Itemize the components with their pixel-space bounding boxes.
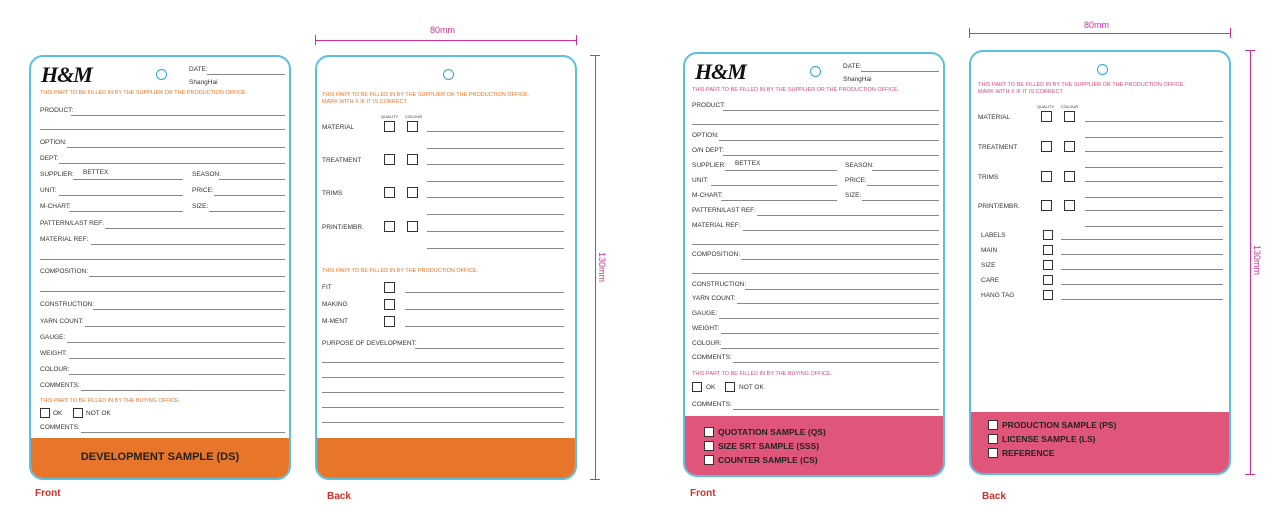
caption-back-1: Back	[327, 491, 351, 502]
field-colour: COLOUR:	[40, 366, 70, 373]
field-season: SEASON:	[192, 171, 221, 178]
field-price: PRICE:	[845, 177, 867, 184]
caption-front-2: Front	[690, 488, 716, 499]
row-trims: TRIMS	[978, 174, 999, 181]
not-ok-label: NOT OK	[739, 384, 764, 391]
tag-hole-icon	[156, 69, 167, 80]
field-comments: COMMENTS:	[692, 354, 732, 361]
row-size: SIZE	[981, 262, 996, 269]
field-pattern: PATTERN/LAST REF:	[40, 220, 104, 227]
row-trims: TRIMS	[322, 190, 343, 197]
field-product: PRODUCT:	[40, 107, 74, 114]
field-weight: WEIGHT:	[40, 350, 68, 357]
field-composition: COMPOSITION:	[40, 268, 89, 275]
field-product: PRODUCT:	[692, 102, 726, 109]
field-supplier: SUPPLIER:	[692, 162, 726, 169]
tag-hole-icon	[810, 66, 821, 77]
caption-back-2: Back	[982, 491, 1006, 502]
comments-label: COMMENTS:	[692, 401, 732, 408]
row-care: CARE	[981, 277, 1000, 284]
dim-height-2: 130mm	[1252, 245, 1262, 276]
tag-hole-icon	[443, 69, 454, 80]
front-tag-samples	[683, 52, 945, 477]
row-treatment: TREATMENT	[322, 157, 362, 164]
field-yarn-count: YARN COUNT:	[40, 318, 84, 325]
footer-back-ds	[317, 438, 575, 478]
field-material-ref: MATERIAL REF:	[40, 236, 89, 243]
buying-office-note: THIS PART TO BE FILLED IN BY THE BUYING OFFICE.	[692, 371, 833, 377]
row-treatment: TREATMENT	[978, 144, 1018, 151]
sss-label: SIZE SRT SAMPLE (SSS)	[718, 441, 820, 451]
field-composition: COMPOSITION:	[692, 251, 741, 258]
field-unit: UNIT:	[692, 177, 709, 184]
ok-checkbox[interactable]	[40, 408, 50, 418]
hm-logo: H&M	[695, 59, 746, 84]
hm-logo: H&M	[41, 62, 92, 87]
not-ok-checkbox[interactable]	[725, 382, 735, 392]
field-price: PRICE:	[192, 187, 214, 194]
qs-label: QUOTATION SAMPLE (QS)	[718, 427, 826, 437]
reference-label: REFERENCE	[1002, 448, 1055, 458]
footer-samples	[685, 416, 943, 475]
caption-front-1: Front	[35, 488, 61, 499]
row-hang-tag: HANG TAG	[981, 292, 1015, 299]
buying-office-note: THIS PART TO BE FILLED IN BY THE BUYING OFFICE.	[40, 398, 181, 404]
not-ok-label: NOT OK	[86, 410, 111, 417]
date-label: DATE:	[189, 66, 208, 73]
back-tag-ds	[315, 55, 577, 480]
field-dept: DEPT:	[40, 155, 59, 162]
supplier-value: BETTEX	[735, 160, 761, 167]
dim-width-1: 80mm	[430, 25, 456, 35]
field-construction: CONSTRUCTION:	[692, 281, 747, 288]
field-yarn-count: YARN COUNT:	[692, 295, 736, 302]
supplier-office-note: THIS PART TO BE FILLED IN BY THE SUPPLIER OR THE PRODUCTION OFFICE.	[40, 90, 248, 96]
field-colour: COLOUR:	[692, 340, 722, 347]
field-gauge: GAUGE:	[40, 334, 66, 341]
field-mchart: M-CHART:	[692, 192, 723, 199]
footer-ds	[31, 438, 289, 478]
row-print-embr: PRINT/EMBR.	[322, 224, 364, 231]
cs-checkbox[interactable]	[704, 455, 714, 465]
city-label: ShangHai	[843, 76, 872, 83]
row-labels: LABELS	[981, 232, 1006, 239]
field-size: SIZE:	[192, 203, 209, 210]
row-mment: M-MENT	[322, 318, 348, 325]
col-colour: COLOUR	[1061, 104, 1079, 109]
ok-checkbox[interactable]	[692, 382, 702, 392]
row-main: MAIN	[981, 247, 998, 254]
field-option: OPTION:	[40, 139, 67, 146]
cs-label: COUNTER SAMPLE (CS)	[718, 455, 818, 465]
city-label: ShangHai	[189, 79, 218, 86]
col-quality: QUALITY	[1037, 104, 1055, 109]
ok-label: OK	[53, 410, 63, 417]
field-construction: CONSTRUCTION:	[40, 301, 95, 308]
field-option: OPTION:	[692, 132, 719, 139]
purpose-label: PURPOSE OF DEVELOPMENT:	[322, 340, 417, 347]
field-material-ref: MATERIAL REF:	[692, 222, 741, 229]
front-tag-ds	[29, 55, 291, 480]
footer-ds-title: DEVELOPMENT SAMPLE (DS)	[80, 451, 240, 463]
row-material: MATERIAL	[322, 124, 355, 131]
ps-label: PRODUCTION SAMPLE (PS)	[1002, 420, 1117, 430]
not-ok-checkbox[interactable]	[73, 408, 83, 418]
mark-x-note: MARK WITH X IF IT IS CORRECT.	[978, 89, 1064, 95]
row-material: MATERIAL	[978, 114, 1011, 121]
supplier-office-note: THIS PART TO BE FILLED IN BY THE SUPPLIER OR THE PRODUCTION OFFICE.	[692, 87, 900, 93]
reference-checkbox[interactable]	[988, 448, 998, 458]
field-on-dept: O/N DEPT:	[692, 147, 724, 154]
supplier-office-note: THIS PART TO BE FILLED IN BY THE SUPPLIER OR THE PRODUCTION OFFICE.	[978, 82, 1186, 88]
field-season: SEASON:	[845, 162, 874, 169]
supplier-office-note: THIS PART TO BE FILLED IN BY THE SUPPLIER OR THE PRODUCTION OFFICE.	[322, 92, 530, 98]
production-office-note: THIS PART TO BE FILLED IN BY THE PRODUCTION OFFICE.	[322, 268, 479, 274]
field-comments: COMMENTS:	[40, 382, 80, 389]
ls-label: LICENSE SAMPLE (LS)	[1002, 434, 1096, 444]
field-gauge: GAUGE:	[692, 310, 718, 317]
ps-checkbox[interactable]	[988, 420, 998, 430]
row-fit: FIT	[322, 284, 332, 291]
tag-hole-icon	[1097, 64, 1108, 75]
ls-checkbox[interactable]	[988, 434, 998, 444]
qs-checkbox[interactable]	[704, 427, 714, 437]
field-supplier: SUPPLIER:	[40, 171, 74, 178]
sss-checkbox[interactable]	[704, 441, 714, 451]
footer-back-samples	[971, 412, 1229, 473]
dim-height-1: 130mm	[597, 252, 607, 283]
field-weight: WEIGHT:	[692, 325, 720, 332]
field-pattern: PATTERN/LAST REF:	[692, 207, 756, 214]
comments-label: COMMENTS:	[40, 424, 80, 431]
supplier-value: BETTEX	[83, 169, 109, 176]
date-label: DATE:	[843, 63, 862, 70]
row-making: MAKING	[322, 301, 348, 308]
dim-width-2: 80mm	[1084, 20, 1110, 30]
col-colour: COLOUR	[405, 114, 423, 119]
field-unit: UNIT:	[40, 187, 57, 194]
back-tag-samples	[969, 50, 1231, 475]
col-quality: QUALITY	[381, 114, 399, 119]
mark-x-note: MARK WITH X IF IT IS CORRECT.	[322, 99, 408, 105]
field-mchart: M-CHART:	[40, 203, 71, 210]
row-print-embr: PRINT/EMBR.	[978, 203, 1020, 210]
field-size: SIZE:	[845, 192, 862, 199]
ok-label: OK	[706, 384, 716, 391]
